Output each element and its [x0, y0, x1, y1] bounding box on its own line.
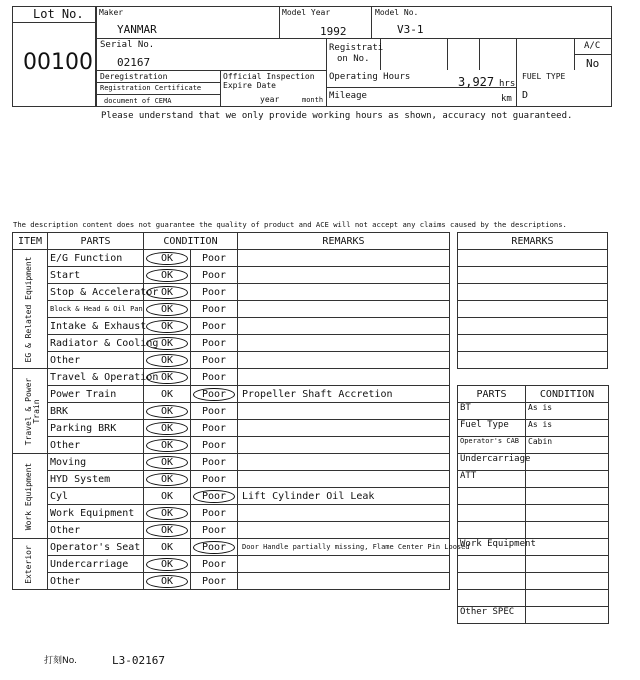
poor-cell	[191, 471, 238, 488]
part-name: E/G Function	[48, 250, 144, 267]
col-item: ITEM	[13, 233, 48, 250]
serial-value: 02167	[117, 56, 151, 69]
spec-part: Work Equipment	[458, 539, 526, 556]
part-name: Moving	[48, 454, 144, 471]
registration-label-1: Registrati	[329, 43, 384, 53]
part-name: Cyl	[48, 488, 144, 505]
month-label: month	[302, 96, 324, 104]
table-row	[13, 335, 450, 352]
poor-cell	[191, 335, 238, 352]
poor-cell	[191, 556, 238, 573]
spec-part	[458, 590, 526, 607]
ok-cell-text: OK	[160, 286, 174, 298]
remark-cell	[238, 369, 450, 386]
remark-cell	[238, 335, 450, 352]
ok-cell-text: OK	[160, 303, 174, 315]
poor-cell	[191, 267, 238, 284]
spec-row	[458, 471, 609, 488]
ok-cell-text: OK	[160, 337, 174, 349]
remark-cell	[238, 522, 450, 539]
remarks-title: REMARKS	[458, 233, 608, 250]
inspection-label-2: Expire Date	[223, 81, 276, 90]
spec-table	[457, 385, 609, 624]
ok-cell-circle-mark	[146, 269, 188, 282]
table-row	[13, 454, 450, 471]
maker-label: Maker	[99, 8, 124, 17]
part-name: Work Equipment	[48, 505, 144, 522]
part-name: Other	[48, 352, 144, 369]
disclaimer: The description content does not guarantee the quality of product and ACE will not accept any claims caused by the descriptions.	[13, 220, 567, 229]
remark-cell	[238, 556, 450, 573]
lot-label: Lot No.	[33, 7, 84, 21]
poor-cell-text: Poor	[201, 439, 227, 451]
remark-cell: Propeller Shaft Accretion	[238, 386, 450, 403]
ok-cell-circle-mark	[146, 286, 188, 299]
group-label: Travel & Power Train	[24, 377, 41, 446]
remark-cell: Door Handle partially missing, Flame Center Pin Loosed	[238, 539, 450, 556]
ok-cell-text: OK	[160, 252, 174, 264]
remark-cell	[238, 301, 450, 318]
model-year-label: Model Year	[282, 8, 331, 17]
poor-cell	[191, 505, 238, 522]
poor-cell	[191, 301, 238, 318]
ok-cell	[144, 386, 191, 403]
ok-cell-text: OK	[160, 490, 174, 502]
ok-cell	[144, 335, 191, 352]
ok-cell-circle-mark	[146, 524, 188, 537]
spec-value	[526, 454, 609, 471]
ok-cell	[144, 437, 191, 454]
ok-cell	[144, 403, 191, 420]
spec-row	[458, 573, 609, 590]
poor-cell-text: Poor	[201, 354, 227, 366]
table-row	[13, 403, 450, 420]
ok-cell-circle-mark	[146, 303, 188, 316]
part-name: Other	[48, 437, 144, 454]
spec-value: Cabin	[526, 437, 609, 454]
spec-part	[458, 522, 526, 539]
ok-cell	[144, 318, 191, 335]
table-row	[13, 369, 450, 386]
remark-cell	[238, 267, 450, 284]
ok-cell	[144, 556, 191, 573]
year-label: year	[260, 95, 280, 104]
remarks-cell	[458, 352, 608, 369]
remark-cell	[238, 471, 450, 488]
ok-cell-circle-mark	[146, 371, 188, 384]
spec-value	[526, 607, 609, 624]
remark-cell	[238, 250, 450, 267]
spec-part	[458, 556, 526, 573]
spec-part: BT	[458, 403, 526, 420]
col-parts: PARTS	[48, 233, 144, 250]
operating-hours-value: 3,927	[458, 75, 495, 89]
remarks-cell	[458, 301, 608, 318]
ok-cell	[144, 573, 191, 590]
poor-cell-text: Poor	[201, 541, 227, 553]
spec-value	[526, 505, 609, 522]
remarks-cell	[458, 335, 608, 352]
ok-cell	[144, 488, 191, 505]
group-label: EG & Related Equipment	[24, 256, 33, 363]
stamp-number-value: L3-02167	[112, 654, 165, 667]
part-name: Operator's Seat	[48, 539, 144, 556]
spec-value	[526, 539, 609, 556]
remarks-cell	[458, 318, 608, 335]
remark-cell: Lift Cylinder Oil Leak	[238, 488, 450, 505]
remark-cell	[238, 318, 450, 335]
remarks-row	[458, 352, 608, 369]
spec-row	[458, 590, 609, 607]
poor-cell-text: Poor	[201, 405, 227, 417]
ok-cell	[144, 539, 191, 556]
maker-value: YANMAR	[117, 23, 157, 36]
part-name: Block & Head & Oil Pan	[48, 301, 144, 318]
table-row	[13, 386, 450, 403]
poor-cell	[191, 420, 238, 437]
poor-cell	[191, 437, 238, 454]
spec-part	[458, 505, 526, 522]
poor-cell-text: Poor	[201, 575, 227, 587]
poor-cell-text: Poor	[201, 558, 227, 570]
ok-cell	[144, 267, 191, 284]
ok-cell-circle-mark	[146, 320, 188, 333]
serial-label: Serial No.	[100, 40, 155, 50]
table-row	[13, 471, 450, 488]
part-name: Radiator & Cooling	[48, 335, 144, 352]
spec-col-condition: CONDITION	[526, 386, 609, 403]
part-name: BRK	[48, 403, 144, 420]
spec-part: Undercarriage	[458, 454, 526, 471]
group-label: Exterior	[24, 545, 33, 584]
spec-col-parts: PARTS	[458, 386, 526, 403]
ok-cell	[144, 522, 191, 539]
model-no-label: Model No.	[375, 8, 419, 17]
remark-cell	[238, 573, 450, 590]
table-row	[13, 318, 450, 335]
ok-cell-circle-mark	[146, 507, 188, 520]
poor-cell-text: Poor	[201, 507, 227, 519]
group-label: Work Equipment	[24, 462, 33, 531]
part-name: Travel & Operation	[48, 369, 144, 386]
remark-cell	[238, 284, 450, 301]
ok-cell-circle-mark	[146, 337, 188, 350]
remarks-row	[458, 250, 608, 267]
remark-cell	[238, 420, 450, 437]
ok-cell	[144, 505, 191, 522]
table-row	[13, 573, 450, 590]
group-cell	[13, 454, 48, 539]
part-name: Other	[48, 573, 144, 590]
remarks-row	[458, 267, 608, 284]
col-remarks: REMARKS	[238, 233, 450, 250]
ok-cell	[144, 471, 191, 488]
poor-cell-circle-mark	[193, 541, 235, 554]
spec-value	[526, 471, 609, 488]
hrs-label: hrs	[499, 79, 516, 89]
spec-part	[458, 573, 526, 590]
spec-part: Fuel Type	[458, 420, 526, 437]
table-row	[13, 437, 450, 454]
ok-cell-text: OK	[160, 575, 174, 587]
spec-value	[526, 556, 609, 573]
table-row	[13, 301, 450, 318]
ok-cell	[144, 454, 191, 471]
table-row	[13, 522, 450, 539]
registration-certificate-label: Registration Certificate	[100, 84, 202, 92]
remark-cell	[238, 403, 450, 420]
spec-row	[458, 522, 609, 539]
model-year-value: 1992	[320, 25, 347, 38]
ok-cell-text: OK	[160, 507, 174, 519]
inspection-label-1: Official Inspection	[223, 72, 315, 81]
table-row	[13, 488, 450, 505]
remark-cell	[238, 437, 450, 454]
fuel-type-value: D	[522, 90, 529, 101]
part-name: Other	[48, 522, 144, 539]
poor-cell-text: Poor	[201, 371, 227, 383]
poor-cell	[191, 386, 238, 403]
ok-cell	[144, 301, 191, 318]
remarks-row	[458, 301, 608, 318]
ok-cell-text: OK	[160, 456, 174, 468]
poor-cell	[191, 488, 238, 505]
ok-cell-circle-mark	[146, 439, 188, 452]
stamp-number-label: 打刻No.	[44, 656, 77, 666]
poor-cell	[191, 573, 238, 590]
col-condition: CONDITION	[144, 233, 238, 250]
spec-value	[526, 573, 609, 590]
poor-cell-text: Poor	[201, 252, 227, 264]
spec-value	[526, 590, 609, 607]
poor-cell-text: Poor	[201, 524, 227, 536]
model-no-value: V3-1	[397, 23, 424, 36]
spec-row	[458, 539, 609, 556]
group-cell	[13, 539, 48, 590]
ok-cell-text: OK	[160, 320, 174, 332]
ok-cell-text: OK	[160, 422, 174, 434]
ok-cell-circle-mark	[146, 405, 188, 418]
poor-cell-text: Poor	[201, 303, 227, 315]
ac-label: A/C	[584, 41, 601, 51]
poor-cell-circle-mark	[193, 490, 235, 503]
poor-cell	[191, 369, 238, 386]
part-name: Start	[48, 267, 144, 284]
poor-cell-text: Poor	[201, 320, 227, 332]
table-row	[13, 352, 450, 369]
poor-cell	[191, 352, 238, 369]
spec-row	[458, 505, 609, 522]
ok-cell-text: OK	[160, 354, 174, 366]
poor-cell	[191, 284, 238, 301]
part-name: Intake & Exhaust	[48, 318, 144, 335]
poor-cell-text: Poor	[201, 337, 227, 349]
spec-row	[458, 403, 609, 420]
spec-row	[458, 437, 609, 454]
spec-row	[458, 607, 609, 624]
spec-row	[458, 556, 609, 573]
deregistration-label: Deregistration	[100, 72, 168, 81]
poor-cell-text: Poor	[201, 490, 227, 502]
poor-cell	[191, 318, 238, 335]
accuracy-notice: Please understand that we only provide working hours as shown, accuracy not guaranteed.	[101, 111, 573, 121]
part-name: Undercarriage	[48, 556, 144, 573]
poor-cell-text: Poor	[201, 473, 227, 485]
remarks-cell	[458, 267, 608, 284]
ok-cell-circle-mark	[146, 558, 188, 571]
poor-cell-text: Poor	[201, 422, 227, 434]
ok-cell	[144, 352, 191, 369]
ok-cell	[144, 250, 191, 267]
remarks-cell	[458, 284, 608, 301]
fuel-type-label: FUEL TYPE	[522, 72, 566, 81]
operating-hours-label: Operating Hours	[329, 72, 411, 82]
table-row	[13, 267, 450, 284]
ok-cell-text: OK	[160, 541, 174, 553]
table-row	[13, 250, 450, 267]
spec-row	[458, 488, 609, 505]
ok-cell-text: OK	[160, 439, 174, 451]
lot-number: 00100	[23, 50, 93, 75]
poor-cell-text: Poor	[201, 269, 227, 281]
remark-cell	[238, 352, 450, 369]
mileage-label: Mileage	[329, 91, 367, 101]
ok-cell-circle-mark	[146, 575, 188, 588]
spec-part	[458, 488, 526, 505]
spec-header-row	[458, 386, 609, 403]
km-label: km	[501, 94, 512, 104]
ok-cell-text: OK	[160, 371, 174, 383]
group-cell	[13, 250, 48, 369]
spec-row	[458, 454, 609, 471]
ok-cell-circle-mark	[146, 354, 188, 367]
spec-value: As is	[526, 420, 609, 437]
poor-cell-text: Poor	[201, 388, 227, 400]
poor-cell	[191, 522, 238, 539]
spec-part: Other SPEC	[458, 607, 526, 624]
remark-cell	[238, 505, 450, 522]
remarks-header-row	[458, 233, 608, 250]
part-name: HYD System	[48, 471, 144, 488]
table-row	[13, 420, 450, 437]
poor-cell	[191, 403, 238, 420]
remarks-cell	[458, 250, 608, 267]
spec-part: ATT	[458, 471, 526, 488]
poor-cell	[191, 539, 238, 556]
ok-cell-text: OK	[160, 405, 174, 417]
part-name: Parking BRK	[48, 420, 144, 437]
spec-value	[526, 488, 609, 505]
group-cell	[13, 369, 48, 454]
poor-cell-text: Poor	[201, 286, 227, 298]
table-row	[13, 539, 450, 556]
part-name: Stop & Accelerator	[48, 284, 144, 301]
poor-cell-circle-mark	[193, 388, 235, 401]
table-row	[13, 284, 450, 301]
poor-cell	[191, 250, 238, 267]
right-remarks-table	[457, 232, 608, 369]
ok-cell-text: OK	[160, 269, 174, 281]
ok-cell-circle-mark	[146, 473, 188, 486]
ok-cell	[144, 369, 191, 386]
ok-cell	[144, 420, 191, 437]
ok-cell-circle-mark	[146, 252, 188, 265]
spec-part: Operator's CAB	[458, 437, 526, 454]
remarks-row	[458, 335, 608, 352]
part-name: Power Train	[48, 386, 144, 403]
ok-cell	[144, 284, 191, 301]
ok-cell-text: OK	[160, 558, 174, 570]
remarks-row	[458, 284, 608, 301]
table-row	[13, 505, 450, 522]
ok-cell-text: OK	[160, 388, 174, 400]
remarks-row	[458, 318, 608, 335]
spec-row	[458, 420, 609, 437]
poor-cell-text: Poor	[201, 456, 227, 468]
document-cema-label: document of CEMA	[104, 97, 172, 105]
ok-cell-text: OK	[160, 473, 174, 485]
spec-value: As is	[526, 403, 609, 420]
table-header-row	[13, 233, 450, 250]
table-row	[13, 556, 450, 573]
registration-label-2: on No.	[337, 54, 370, 64]
poor-cell	[191, 454, 238, 471]
ok-cell-circle-mark	[146, 422, 188, 435]
ok-cell-circle-mark	[146, 456, 188, 469]
ok-cell-text: OK	[160, 524, 174, 536]
spec-value	[526, 522, 609, 539]
remark-cell	[238, 454, 450, 471]
ac-value: No	[586, 57, 600, 70]
